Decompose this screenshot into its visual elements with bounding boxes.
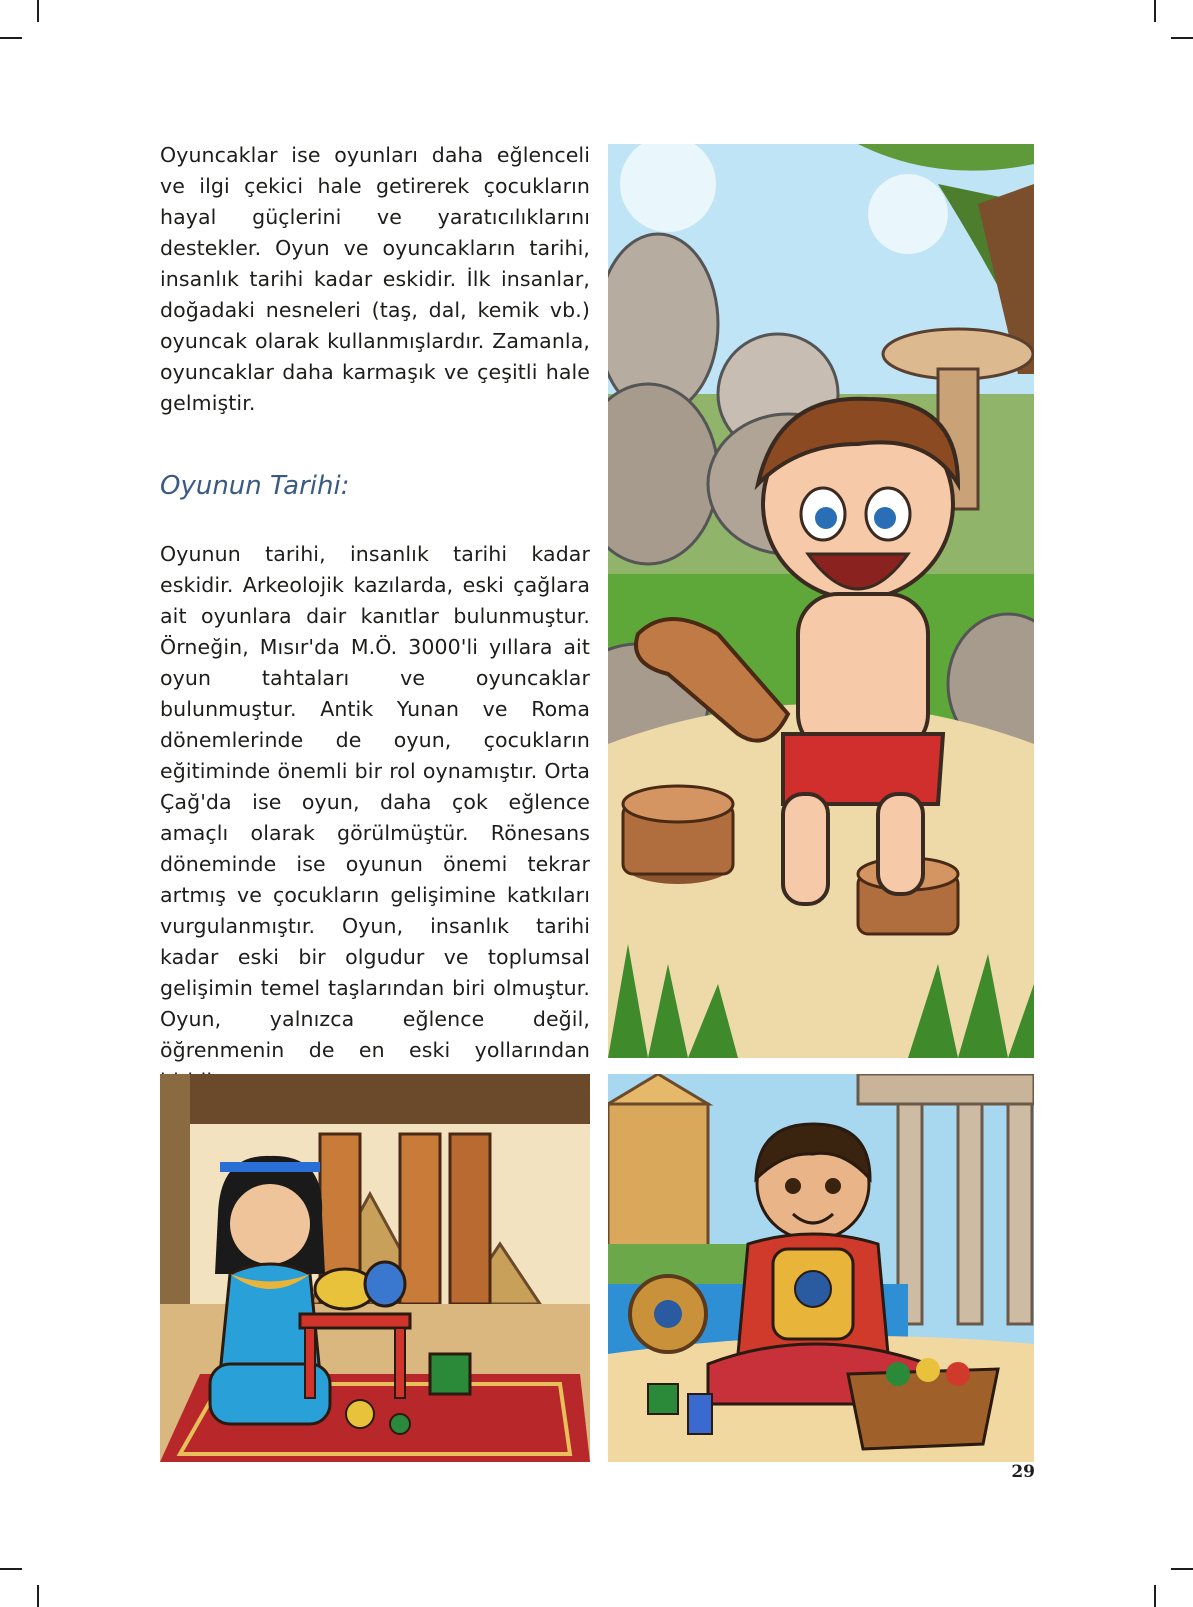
- roman-boy-illustration: [608, 1074, 1034, 1462]
- page-number: 29: [1011, 1462, 1035, 1482]
- text-column: [160, 140, 590, 1181]
- crop-mark: [1171, 37, 1193, 39]
- crop-mark: [1154, 1585, 1156, 1607]
- crop-mark: [1154, 0, 1156, 22]
- stone-age-boy-illustration: [608, 144, 1034, 1058]
- egyptian-girl-illustration: [160, 1074, 590, 1462]
- crop-mark: [0, 1568, 22, 1570]
- crop-mark: [0, 37, 22, 39]
- history-paragraph: Oyunun tarihi, insanlık tarihi kadar eskidir. Arkeolojik kazılarda, eski çağlara ait oyunlara dair kanıtlar bulunmuştur. Örneğin, Mısır'da M.Ö. 3000'li yıllara ait oyun tahtaları ve oyuncaklar bulunmuştur. Antik Yunan ve Roma dönemlerinde de oyun, çocukların eğitiminde önemli bir rol oynamıştır. Orta Çağ'da ise oyun, daha çok eğlence amaçlı olarak görülmüştür. Rönesans döneminde ise oyunun önemi tekrar artmış ve çocukların gelişimine katkıları vurgulanmıştır. Oyun, insanlık tarihi kadar eski bir olgudur ve toplumsal gelişimin temel taşlarından biri olmuştur. Oyun, yalnızca eğlence değil, öğrenmenin de en eski yollarından: [160, 542, 590, 1062]
- crop-mark: [1171, 1568, 1193, 1570]
- crop-mark: [37, 0, 39, 22]
- intro-paragraph: Oyuncaklar ise oyunları daha eğlenceli ve ilgi çekici hale getirerek çocukların hayal güçlerini ve yaratıcılıklarını destekler. Oyun ve oyuncakların tarihi, insanlık tarihi kadar eskidir. İlk insanlar, doğadaki nesneleri (taş, dal, kemik vb.) oyuncak olarak kullanmışlardır. Zamanla, oyuncaklar daha karmaşık ve çeşitli hale gelmiştir.: [160, 143, 590, 415]
- crop-mark: [37, 1585, 39, 1607]
- section-heading: Oyunun Tarihi:: [160, 471, 350, 501]
